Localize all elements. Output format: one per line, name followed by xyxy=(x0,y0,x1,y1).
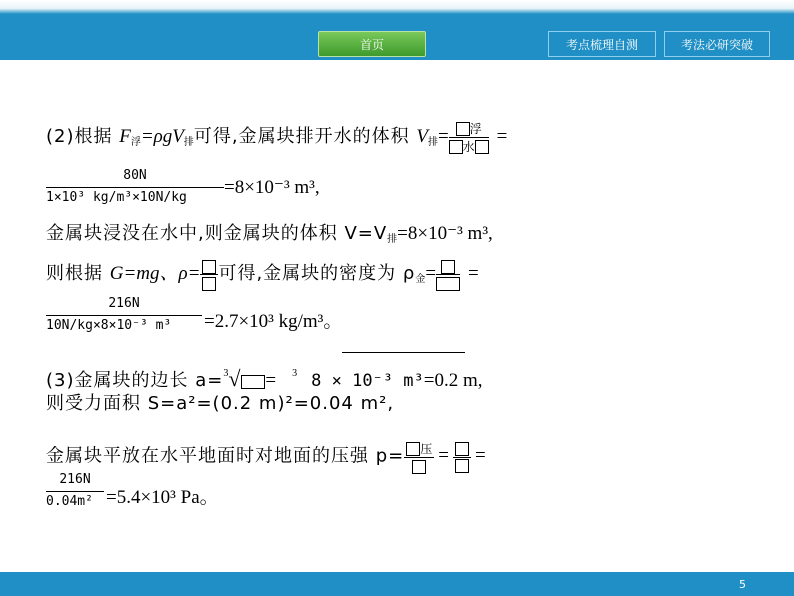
missing-glyph-box xyxy=(441,260,455,274)
subscript: 金 xyxy=(415,273,426,285)
subscript: 排 xyxy=(387,234,398,245)
text: 金属块平放在水平地面时对地面的压强 p= xyxy=(46,445,405,467)
text: 可得,金属块排开水的体积 xyxy=(193,125,417,147)
fraction-placeholder xyxy=(404,440,434,474)
tab-home[interactable]: 首页 xyxy=(318,31,426,57)
fraction-rule xyxy=(46,187,224,188)
missing-glyph-box xyxy=(241,375,265,389)
subscript: 浮 xyxy=(130,136,141,148)
fraction-denominator: 10N/kg×8×10⁻³ m³ xyxy=(46,318,172,333)
missing-glyph-box xyxy=(455,459,469,473)
fraction-placeholder xyxy=(200,258,218,291)
formula: G=mg、ρ= xyxy=(109,262,201,284)
line-submerged-volume xyxy=(46,222,493,252)
text: =0.2 m, xyxy=(423,370,483,391)
line-area xyxy=(46,392,394,416)
bottom-bar xyxy=(0,572,794,596)
missing-glyph-box xyxy=(455,442,469,456)
text: =8×10⁻³ m³, xyxy=(397,223,493,244)
fraction-numerator: 80N xyxy=(123,168,147,183)
missing-glyph-box xyxy=(202,260,216,274)
equals: = xyxy=(438,445,449,467)
missing-glyph-box xyxy=(449,140,463,154)
root-index: 3 xyxy=(292,368,298,379)
subscript: 浮 xyxy=(469,122,482,136)
fraction-rule xyxy=(46,315,202,316)
fraction-placeholder xyxy=(449,120,489,155)
volume-result: =8×10⁻³ m³, xyxy=(224,177,320,198)
equals: = xyxy=(468,262,479,284)
pressure-result: =5.4×10³ Pa。 xyxy=(106,487,219,508)
text: 金属块浸没在水中,则金属块的体积 V=V xyxy=(46,223,388,244)
fraction-rule xyxy=(46,491,104,492)
tab-exam-points[interactable]: 考点梳理自测 xyxy=(548,31,656,57)
missing-glyph-box xyxy=(412,460,426,474)
subscript: 水 xyxy=(462,140,475,154)
line-buoyancy-formula xyxy=(46,120,507,155)
line-density-formula xyxy=(46,258,479,292)
fraction-numerator: 216N xyxy=(108,296,140,311)
line-pressure-formula xyxy=(46,440,486,474)
text: (3)金属块的边长 a= xyxy=(46,370,224,391)
fraction-denominator: 0.04m² xyxy=(46,494,93,509)
radical-sign: √ xyxy=(228,366,241,391)
equals: = xyxy=(265,370,277,391)
fraction-denominator: 1×10³ kg/m³×10N/kg xyxy=(46,190,187,205)
radicand: 8 × 10⁻³ m³ xyxy=(311,371,424,391)
symbol-V: V xyxy=(416,125,428,147)
equals: = xyxy=(474,445,486,467)
missing-glyph-box xyxy=(456,122,470,136)
text: 则根据 xyxy=(46,262,110,284)
tab-method-breakthrough[interactable]: 考法必研突破 xyxy=(664,31,770,57)
text: 则受力面积 S=a²=(0.2 m)²=0.04 m², xyxy=(46,393,395,414)
missing-glyph-box xyxy=(475,140,489,154)
formula: =ρgV xyxy=(140,125,184,147)
fraction-numerator: 216N xyxy=(59,472,91,487)
fraction-placeholder xyxy=(453,441,471,474)
text: =2.7×10³ kg/m³。 xyxy=(204,311,343,332)
missing-glyph-box xyxy=(202,277,216,291)
radical-overline xyxy=(342,352,465,353)
density-result xyxy=(204,306,342,333)
subscript: 压 xyxy=(420,442,433,456)
text: (2)根据 xyxy=(46,125,120,147)
equals: = xyxy=(437,125,449,147)
page-number: 5 xyxy=(739,578,746,591)
missing-glyph-box xyxy=(406,442,420,456)
equals: = xyxy=(425,262,437,284)
root-index: 3 xyxy=(223,368,229,379)
symbol-F: F xyxy=(119,125,131,147)
line-side-length xyxy=(46,362,482,393)
subscript: 排 xyxy=(183,136,194,148)
missing-glyph-box xyxy=(436,277,460,291)
fraction-placeholder xyxy=(436,258,460,291)
text: 可得,金属块的密度为 ρ xyxy=(218,262,416,284)
subscript: 排 xyxy=(427,136,438,148)
equals: = xyxy=(496,125,508,147)
